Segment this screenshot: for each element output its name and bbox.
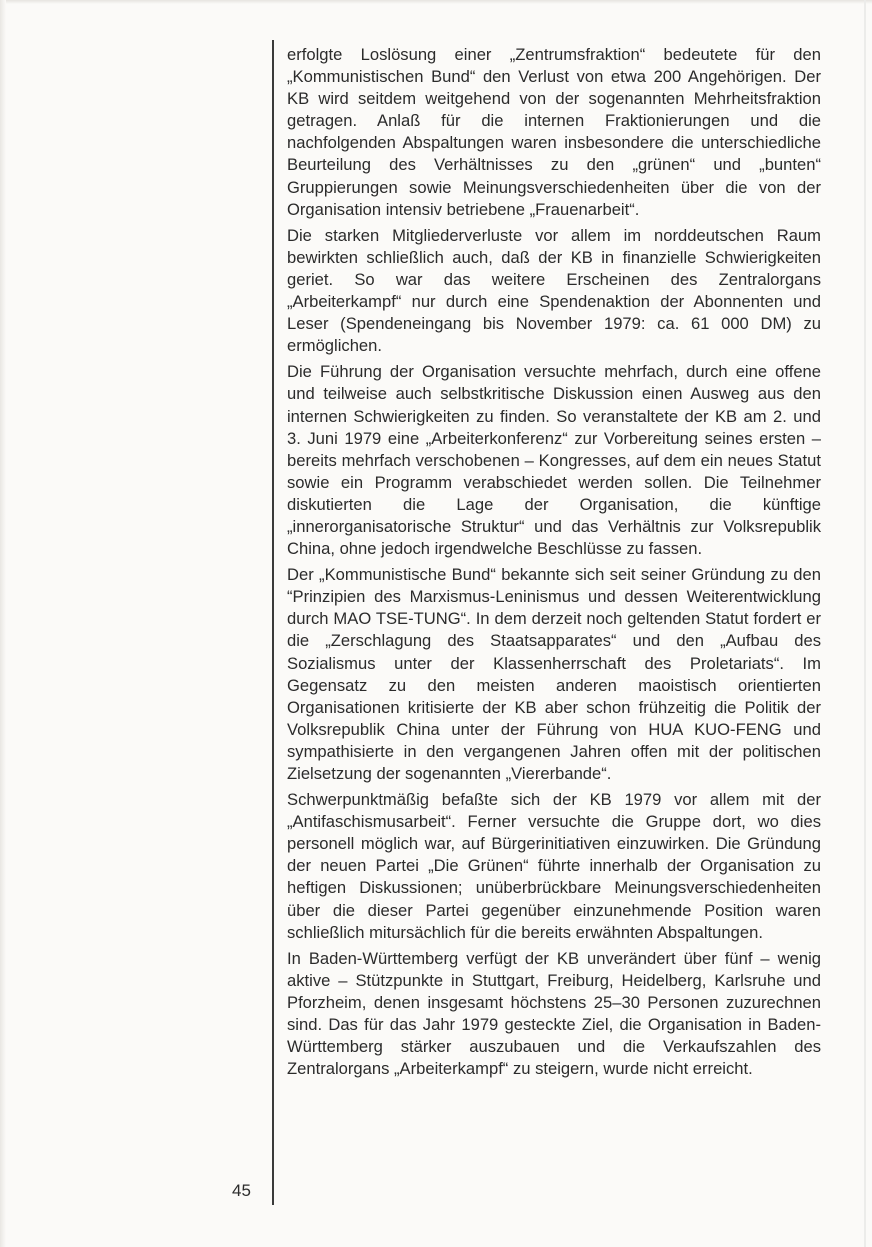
- paragraph-3: Die Führung der Organisation versuchte mehrfach, durch eine offene und teilweise auch selbstkritische Diskussion einen Ausweg aus den internen Schwierigkeiten zu finden. So veranstaltete der KB am 2. und 3. Juni 1979 eine „Arbeiterkonferenz“ zur Vorbereitung seines ersten – bereits mehrfach verschobenen – Kongresses, auf dem ein neues Statut sowie ein Programm verabschiedet werden sollen. Die Teilnehmer diskutierten die Lage der Organisation, die künftige „innerorganisatorische Struktur“ und das Verhältnis zur Volksrepublik China, ohne jedoch irgendwelche Beschlüsse zu fassen.: [287, 362, 821, 559]
- paragraph-5: Schwerpunktmäßig befaßte sich der KB 1979 vor allem mit der „Antifaschismusarbeit“. Ferner versuchte die Gruppe dort, wo dies personell möglich war, auf Bürgerinitiativen einzuwirken. Die Gründung der neuen Partei „Die Grünen“ führte innerhalb der Organisation zu heftigen Diskussionen; unüberbrückbare Meinungsverschiedenheiten über die dieser Partei gegenüber einzunehmende Position waren schließlich mitursächlich für die bereits erwähnten Abspaltungen.: [287, 790, 821, 942]
- paragraph-6: In Baden-Württemberg verfügt der KB unverändert über fünf – wenig aktive – Stützpunkte in Stuttgart, Freiburg, Heidelberg, Karlsruhe und Pforzheim, denen insgesamt höchstens 25–30 Personen zuzurechnen sind. Das für das Jahr 1979 gesteckte Ziel, die Organisation in Baden-Württemberg stärker auszubauen und die Verkaufszahlen des Zentralorgans „Arbeiterkampf“ zu steigern, wurde nicht erreicht.: [287, 948, 821, 1079]
- paragraph-1: erfolgte Loslösung einer „Zentrumsfraktion“ bedeutete für den „Kommunistischen Bund“ den Verlust von etwa 200 Angehörigen. Der KB wird seitdem weitgehend von der sogenannten Mehrheitsfraktion getragen. Anlaß für die internen Fraktionierungen und die nachfolgenden Abspaltungen waren insbesondere die unterschiedliche Beurteilung des Verhältnisses zu den „grünen“ und „bunten“ Gruppierungen sowie Meinungsverschiedenheiten über die von der Organisation intensiv betriebene „Frauenarbeit“.: [287, 45, 821, 219]
- paragraph-4: Der „Kommunistische Bund“ bekannte sich seit seiner Gründung zu den “Prinzipien des Marxismus-Leninismus und dessen Weiterentwicklung durch MAO TSE-TUNG“. In dem derzeit noch geltenden Statut fordert er die „Zerschlagung des Staatsapparates“ und den „Aufbau des Sozialismus unter der Klassenherrschaft des Proletariats“. Im Gegensatz zu den meisten anderen maoistisch orientierten Organisationen kritisierte der KB aber schon frühzeitig die Politik der Volksrepublik China unter der Führung von HUA KUO-FENG und sympathisierte in den vergangenen Jahren offen mit der politischen Zielsetzung der sogenannten „Viererbande“.: [287, 565, 821, 783]
- paragraph-2: Die starken Mitgliederverluste vor allem im norddeutschen Raum bewirkten schließlich auch, daß der KB in finanzielle Schwierigkeiten geriet. So war das weitere Erscheinen des Zentralorgans „Arbeiterkampf“ nur durch eine Spendenaktion der Abonnenten und Leser (Spendeneingang bis November 1979: ca. 61 000 DM) zu ermöglichen.: [287, 225, 821, 356]
- margin-rule: [272, 40, 274, 1205]
- page-left-shadow: [0, 0, 6, 1247]
- page-number: 45: [232, 1181, 251, 1200]
- body-text-column: [287, 44, 821, 1080]
- page-right-edge: [864, 0, 866, 1247]
- page-top-shadow: [0, 0, 872, 4]
